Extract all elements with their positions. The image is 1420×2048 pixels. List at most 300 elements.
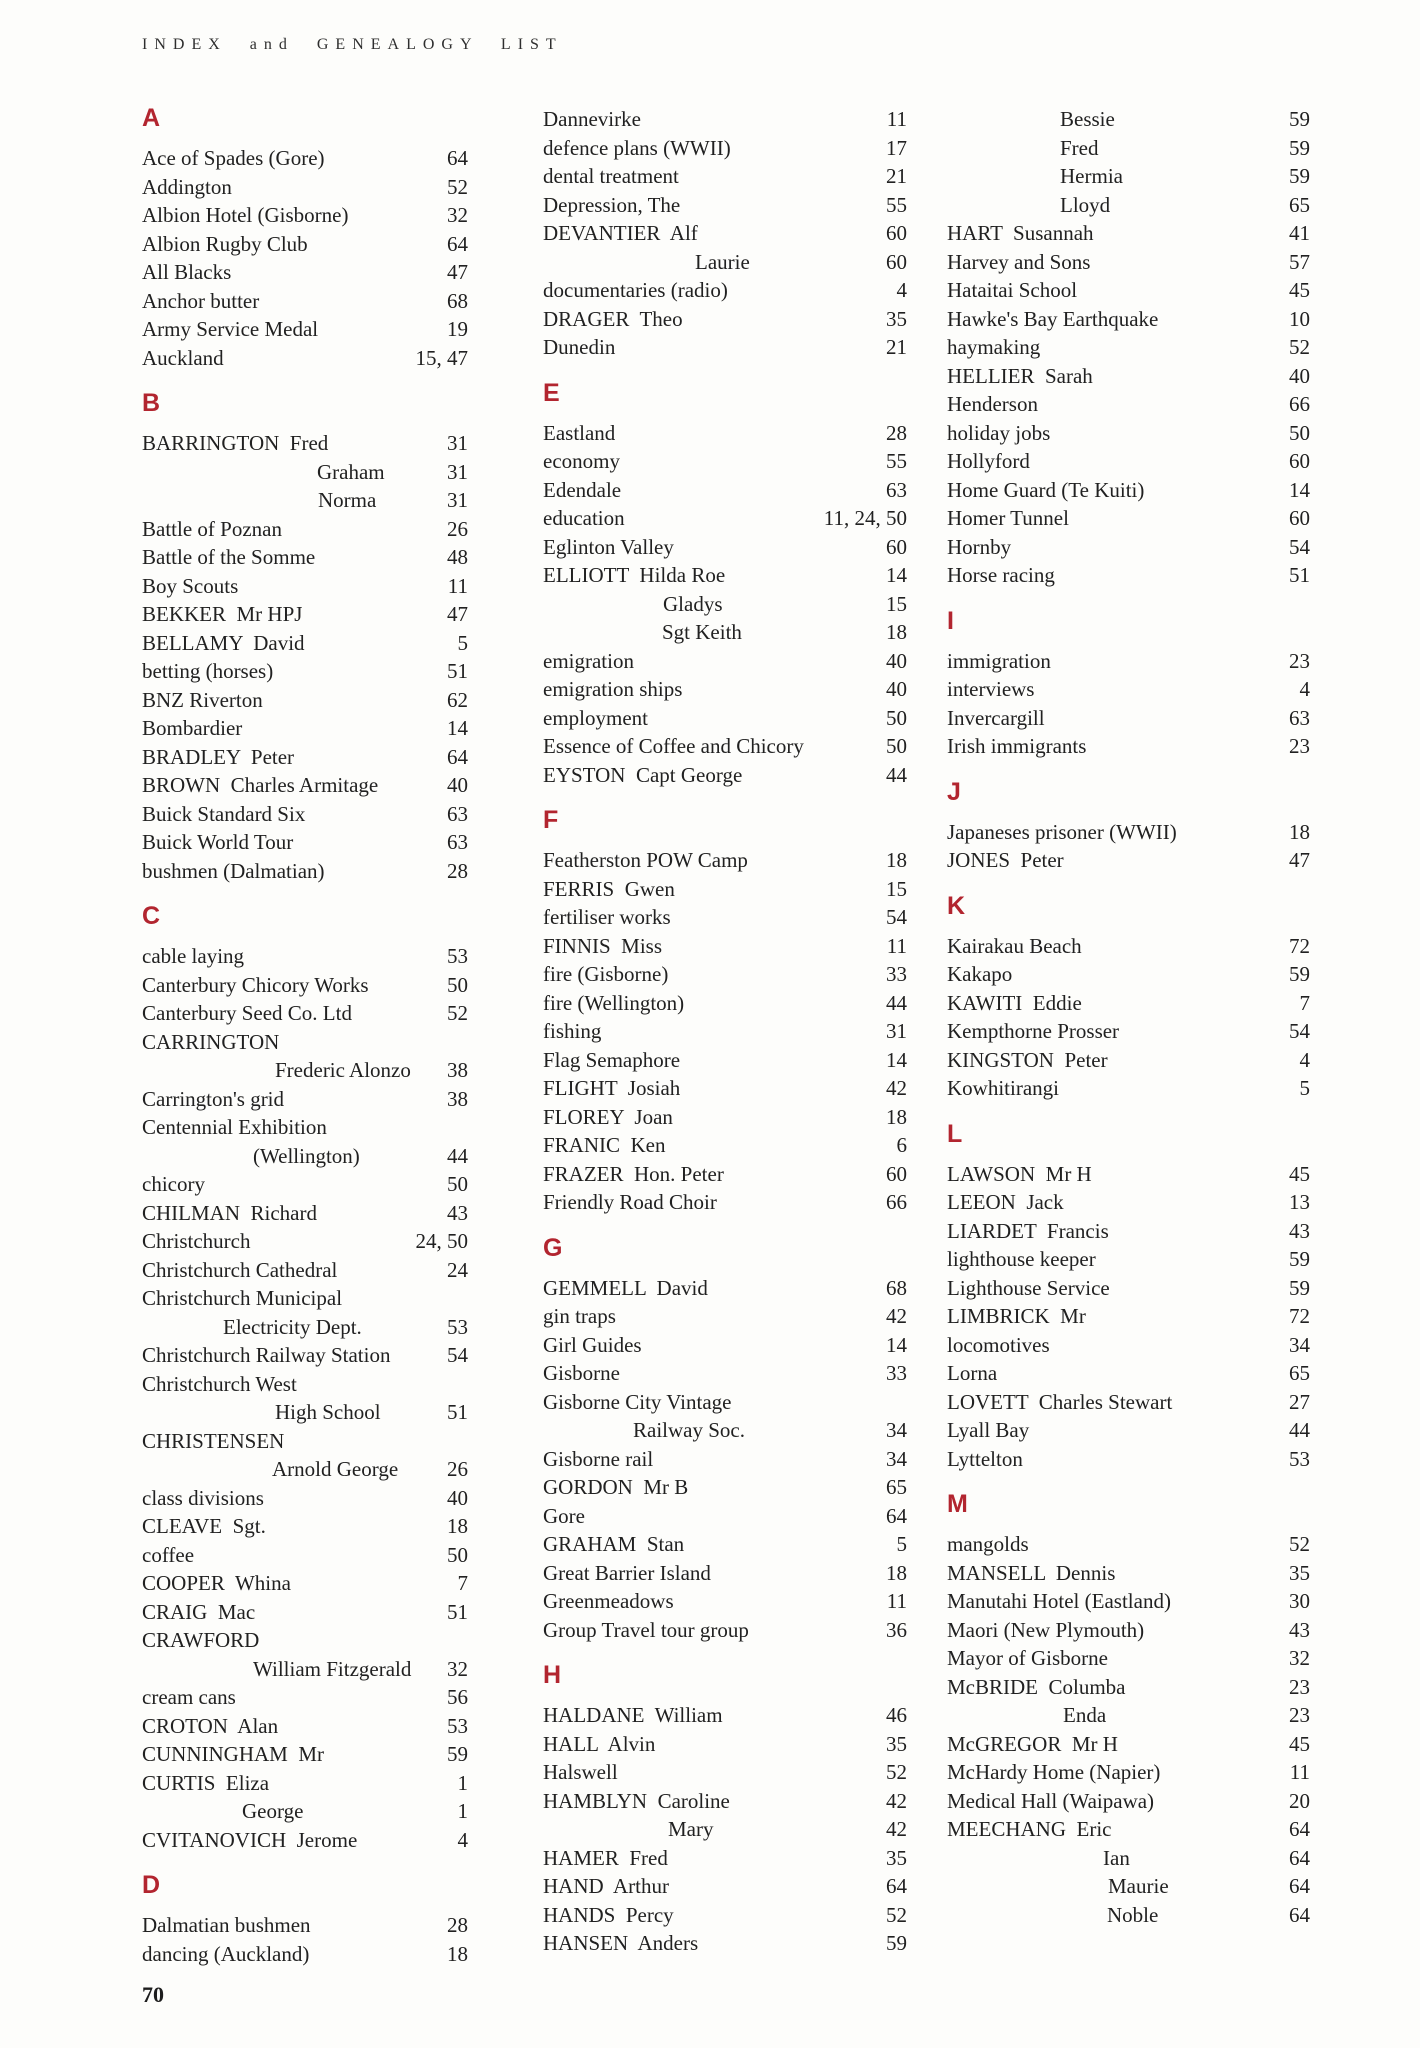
entry-page-numbers: 18 [886,1560,907,1585]
entry-page-numbers: 55 [886,449,907,473]
entry-text: GORDON Mr B [543,1475,689,1499]
entry-page-numbers: 28 [447,1913,468,1937]
entry-page-numbers [458,1427,468,1456]
entry-text: Sgt Keith [662,620,742,644]
index-entry-row [543,1416,907,1445]
entry-text: Hataitai School [947,278,1078,302]
entry-text: BROWN Charles Armitage [142,773,379,797]
section-letter-l: L [947,1119,963,1148]
entry-text: defence plans (WWII) [543,135,731,160]
index-entry-row [142,1712,468,1741]
entry-page-numbers: 64 [1289,1902,1310,1927]
entry-page-numbers: 15, 47 [415,345,468,370]
index-entry-row [947,1616,1310,1645]
entry-text: JONES Peter [947,848,1064,872]
index-entry-row [142,515,468,544]
entry-text: Great Barrier Island [543,1560,711,1585]
entry-page-numbers: 60 [886,534,907,559]
index-entry-row [947,1901,1310,1930]
entry-page-numbers: 11 [886,933,907,958]
index-entry-row [947,1160,1310,1189]
entry-page-numbers: 18 [1289,819,1310,844]
section-letter-e: E [543,378,560,407]
entry-text: fire (Wellington) [543,990,685,1015]
index-entry-row [543,1787,907,1816]
entry-page-numbers [458,1028,468,1057]
index-entry-row [543,1587,907,1616]
entry-page-numbers: 60 [1289,449,1310,473]
index-entry-row [543,1131,907,1160]
entry-text: CUNNINGHAM Mr [142,1742,324,1766]
entry-page-numbers: 5 [457,630,468,655]
entry-text: LIMBRICK Mr [947,1304,1086,1328]
entry-page-numbers: 15 [886,876,907,901]
entry-page-numbers: 18 [447,1514,468,1538]
entry-page-numbers: 5 [1299,1076,1310,1100]
index-entry-row [543,1331,907,1360]
entry-text: Manutahi Hotel (Eastland) [947,1589,1171,1613]
entry-text: Buick Standard Six [142,801,306,826]
entry-text: Hollyford [947,449,1030,473]
entry-text: Medical Hall (Waipawa) [947,1788,1155,1813]
section-letter-b: B [142,389,161,417]
entry-page-numbers: 65 [1289,1361,1310,1385]
entry-text: Maori (New Plymouth) [947,1617,1145,1642]
index-entry-row [947,1559,1310,1588]
entry-page-numbers: 14 [886,1332,907,1357]
entry-text: Lorna [947,1361,998,1385]
entry-text: Edendale [543,477,622,502]
entry-text: Railway Soc. [633,1418,745,1442]
index-entry-row [543,618,907,647]
index-column-2 [543,105,907,1958]
entry-page-numbers: 50 [1289,420,1310,445]
index-entry-row [543,305,907,334]
entry-page-numbers: 42 [886,1817,907,1841]
entry-page-numbers: 38 [447,1058,468,1082]
index-entry-row [543,1530,907,1559]
index-entry-row [142,1826,468,1855]
entry-page-numbers: 21 [886,335,907,359]
index-entry-row [947,818,1310,847]
entry-text: FRAZER Hon. Peter [543,1161,724,1186]
entry-page-numbers: 52 [447,1001,468,1025]
index-entry-row [142,1256,468,1285]
entry-text: Canterbury Chicory Works [142,972,369,997]
entry-text: KINGSTON Peter [947,1047,1108,1072]
index-entry-row [142,1626,468,1655]
index-entry-row [142,1170,468,1199]
entry-page-numbers: 56 [447,1685,468,1709]
entry-page-numbers: 64 [886,1874,907,1898]
section-letter-a: A [142,104,161,132]
entry-page-numbers: 35 [886,1845,907,1870]
index-entry-row [543,1302,907,1331]
entry-text: Boy Scouts [142,573,239,598]
entry-page-numbers: 14 [447,716,468,740]
entry-page-numbers: 23 [1289,1703,1310,1727]
entry-page-numbers: 4 [1299,1047,1310,1072]
entry-text: William Fitzgerald [253,1656,412,1681]
entry-page-numbers: 44 [886,762,907,787]
index-entry-row [543,1758,907,1787]
entry-page-numbers: 44 [1289,1418,1310,1442]
index-entry-row [947,1046,1310,1075]
index-entry-row [142,629,468,658]
entry-text: Frederic Alonzo [275,1058,411,1082]
entry-text: GEMMELL David [543,1275,708,1300]
index-entry-row [947,1872,1310,1901]
index-entry-row [543,1929,907,1958]
index-entry-row [543,1274,907,1303]
section-letter-d: D [142,1871,161,1899]
entry-text: gin traps [543,1304,616,1328]
index-entry-row [142,1797,468,1826]
entry-page-numbers: 31 [447,459,468,484]
entry-page-numbers: 13 [1289,1190,1310,1214]
entry-text: fishing [543,1019,602,1043]
entry-page-numbers: 31 [447,431,468,455]
entry-text: Addington [142,174,232,199]
entry-text: Enda [1063,1703,1107,1727]
entry-page-numbers: 52 [447,174,468,199]
entry-page-numbers: 7 [457,1571,468,1595]
entry-text: CRAWFORD [142,1628,260,1652]
entry-page-numbers: 53 [447,944,468,968]
entry-text: Norma [318,488,377,512]
index-entry-row [142,1940,468,1969]
entry-page-numbers: 4 [896,278,907,302]
entry-text: Canterbury Seed Co. Ltd [142,1001,352,1025]
entry-text: Depression, The [543,192,681,217]
entry-page-numbers: 64 [447,744,468,769]
entry-text: Maurie [1108,1874,1169,1898]
index-entry-row [947,1017,1310,1046]
entry-page-numbers: 53 [447,1314,468,1339]
entry-page-numbers: 62 [447,687,468,712]
index-entry-row [947,647,1310,676]
index-entry-row [543,1872,907,1901]
entry-page-numbers: 50 [447,1542,468,1567]
entry-text: CLEAVE Sgt. [142,1514,266,1538]
index-entry-row [543,704,907,733]
entry-page-numbers: 59 [1289,164,1310,188]
index-entry-row [142,600,468,629]
entry-text: HANSEN Anders [543,1931,699,1955]
index-entry-row [543,1017,907,1046]
index-entry-row [947,704,1310,733]
index-entry-row [543,1103,907,1132]
entry-text: MEECHANG Eric [947,1817,1112,1841]
entry-text: Albion Rugby Club [142,231,308,256]
entry-text: Gladys [663,591,723,616]
entry-page-numbers: 7 [1299,990,1310,1015]
index-entry-row [543,1445,907,1474]
entry-text: Christchurch West [142,1371,297,1396]
index-entry-row [142,828,468,857]
entry-page-numbers: 19 [447,317,468,341]
entry-text: EYSTON Capt George [543,762,743,787]
index-entry-row [142,1142,468,1171]
index-entry-row [947,1274,1310,1303]
entry-page-numbers: 60 [886,249,907,274]
section-letter-c: C [142,902,161,930]
entry-text: immigration [947,648,1051,673]
index-entry-row [142,686,468,715]
entry-page-numbers: 36 [886,1617,907,1642]
index-entry-row [543,761,907,790]
entry-page-numbers: 42 [886,1076,907,1100]
entry-text: holiday jobs [947,420,1051,445]
entry-text: chicory [142,1172,205,1196]
entry-text: HANDS Percy [543,1902,674,1927]
index-entry-row [543,1559,907,1588]
entry-text: Bombardier [142,716,243,740]
entry-text: LOVETT Charles Stewart [947,1389,1173,1414]
entry-page-numbers: 54 [886,905,907,929]
entry-text: Flag Semaphore [543,1047,681,1072]
entry-page-numbers: 50 [447,972,468,997]
entry-page-numbers: 63 [447,801,468,826]
index-entry-row [142,1341,468,1370]
entry-text: Graham [317,459,385,484]
entry-page-numbers: 44 [886,990,907,1015]
index-entry-row [142,572,468,601]
entry-text: documentaries (radio) [543,278,728,302]
entry-text: HAND Arthur [543,1874,669,1898]
entry-text: education [543,506,625,530]
entry-page-numbers [458,1113,468,1142]
entry-text: Albion Hotel (Gisborne) [142,203,349,227]
entry-text: All Blacks [142,260,232,284]
entry-page-numbers: 35 [886,1731,907,1756]
index-entry-row [947,675,1310,704]
entry-text: DRAGER Theo [543,306,683,331]
entry-text: McBRIDE Columba [947,1674,1126,1699]
entry-page-numbers: 42 [886,1788,907,1813]
entry-page-numbers: 27 [1289,1389,1310,1414]
entry-text: ELLIOTT Hilda Roe [543,563,726,587]
index-entry-row [543,1359,907,1388]
index-entry-row [543,1901,907,1930]
entry-page-numbers: 6 [896,1133,907,1157]
entry-page-numbers: 4 [1299,677,1310,701]
entry-text: LEEON Jack [947,1190,1064,1214]
index-entry-row [543,1616,907,1645]
index-entry-row [947,1416,1310,1445]
index-entry-row [142,1398,468,1427]
entry-page-numbers: 54 [447,1343,468,1367]
entry-page-numbers: 26 [447,516,468,541]
index-entry-row [947,1245,1310,1274]
index-entry-row [543,533,907,562]
entry-text: BELLAMY David [142,630,305,655]
entry-page-numbers: 33 [886,1361,907,1385]
entry-page-numbers: 65 [1289,192,1310,217]
entry-text: FERRIS Gwen [543,876,675,901]
entry-page-numbers: 64 [1289,1817,1310,1841]
entry-text: Dunedin [543,335,616,359]
entry-page-numbers: 46 [886,1703,907,1727]
entry-text: High School [275,1400,381,1424]
index-entry-row [142,201,468,230]
index-entry-row [947,390,1310,419]
entry-text: Auckland [142,345,224,370]
entry-text: BEKKER Mr HPJ [142,602,303,626]
entry-text: Dannevirke [543,107,641,131]
section-letter-m: M [947,1490,968,1518]
entry-text: coffee [142,1542,195,1567]
entry-page-numbers: 11 [886,1589,907,1613]
page-title: INDEX and GENEALOGY LIST [142,36,563,53]
entry-text: Lloyd [1060,192,1111,217]
entry-text: Centennial Exhibition [142,1115,327,1139]
entry-page-numbers: 64 [447,231,468,256]
entry-text: cream cans [142,1685,236,1709]
index-entry-row [142,1512,468,1541]
entry-page-numbers: 11, 24, 50 [823,506,907,530]
index-entry-row [543,476,907,505]
entry-page-numbers: 59 [1289,1275,1310,1300]
entry-text: Gisborne City Vintage [543,1389,732,1414]
entry-page-numbers: 23 [1289,648,1310,673]
index-entry-row [947,105,1310,134]
index-entry-row [947,1188,1310,1217]
entry-text: Kakapo [947,962,1013,986]
entry-text: HART Susannah [947,221,1094,245]
index-entry-row [947,1217,1310,1246]
entry-page-numbers: 48 [447,545,468,569]
index-entry-row [142,714,468,743]
index-entry-row [142,429,468,458]
entry-text: BARRINGTON Fred [142,431,329,455]
entry-text: haymaking [947,335,1041,359]
entry-page-numbers: 5 [896,1532,907,1556]
index-entry-row [947,162,1310,191]
index-entry-row [947,248,1310,277]
entry-page-numbers: 50 [886,734,907,758]
index-entry-row [543,276,907,305]
index-entry-row [543,875,907,904]
entry-text: Mary [668,1817,714,1841]
entry-text: Gisborne rail [543,1446,654,1471]
entry-page-numbers: 23 [1289,1674,1310,1699]
index-entry-row [947,333,1310,362]
index-entry-row [142,287,468,316]
index-entry-row [142,1598,468,1627]
entry-text: mangolds [947,1532,1029,1556]
entry-text: GRAHAM Stan [543,1532,685,1556]
index-entry-row [142,1911,468,1940]
entry-page-numbers: 26 [447,1457,468,1481]
entry-text: bushmen (Dalmatian) [142,858,325,883]
entry-text: Carrington's grid [142,1086,285,1111]
entry-page-numbers [458,1370,468,1399]
entry-text: Mayor of Gisborne [947,1646,1108,1670]
entry-page-numbers: 30 [1289,1589,1310,1613]
entry-page-numbers: 40 [1289,363,1310,388]
entry-text: CHILMAN Richard [142,1200,317,1225]
entry-page-numbers: 15 [886,591,907,616]
index-entry-row [947,504,1310,533]
index-entry-row [142,1370,468,1399]
entry-page-numbers: 24 [447,1257,468,1282]
entry-text: Arnold George [272,1457,399,1481]
index-entry-row [142,543,468,572]
index-entry-row [947,932,1310,961]
entry-text: Kempthorne Prosser [947,1019,1120,1043]
entry-page-numbers: 59 [886,1931,907,1955]
entry-page-numbers: 50 [886,705,907,730]
entry-page-numbers: 60 [886,1161,907,1186]
entry-text: LAWSON Mr H [947,1161,1092,1186]
index-entry-row [142,1056,468,1085]
entry-text: Ace of Spades (Gore) [142,146,325,170]
index-entry-row [543,1815,907,1844]
entry-page-numbers: 14 [886,1047,907,1072]
index-entry-row [543,248,907,277]
entry-page-numbers: 68 [886,1275,907,1300]
entry-text: Eglinton Valley [543,534,674,559]
entry-text: Lighthouse Service [947,1275,1110,1300]
entry-text: dental treatment [543,164,679,188]
index-entry-row [142,1569,468,1598]
entry-page-numbers: 40 [886,677,907,701]
entry-page-numbers: 34 [1289,1332,1310,1357]
entry-text: Dalmatian bushmen [142,1913,311,1937]
entry-page-numbers: 28 [447,858,468,883]
entry-page-numbers: 64 [1289,1845,1310,1870]
entry-page-numbers: 35 [1289,1560,1310,1585]
entry-page-numbers: 51 [1289,563,1310,587]
entry-text: DEVANTIER Alf [543,221,698,245]
index-entry-row [947,1587,1310,1616]
entry-text: FINNIS Miss [543,933,663,958]
index-entry-row [142,258,468,287]
index-entry-row [543,162,907,191]
index-entry-row [947,1758,1310,1787]
index-entry-row [947,1730,1310,1759]
entry-page-numbers: 31 [886,1019,907,1043]
entry-page-numbers: 52 [886,1760,907,1784]
entry-page-numbers: 43 [1289,1218,1310,1243]
entry-page-numbers: 23 [1289,734,1310,758]
entry-text: Henderson [947,392,1038,416]
entry-text: Electricity Dept. [223,1314,362,1339]
entry-page-numbers: 4 [457,1827,468,1852]
entry-text: Battle of the Somme [142,545,316,569]
entry-text: McGREGOR Mr H [947,1731,1118,1756]
entry-text: CHRISTENSEN [142,1428,285,1453]
entry-page-numbers: 11 [1289,1760,1310,1784]
index-entry-row [142,1655,468,1684]
index-entry-row [543,504,907,533]
index-entry-row [947,134,1310,163]
index-entry-row [947,846,1310,875]
entry-page-numbers: 18 [447,1941,468,1966]
index-entry-row [543,1473,907,1502]
entry-text: CRAIG Mac [142,1599,256,1624]
entry-page-numbers: 59 [1289,1247,1310,1271]
entry-text: Halswell [543,1760,618,1784]
entry-text: (Wellington) [253,1143,360,1168]
entry-text: Invercargill [947,705,1045,730]
entry-text: Fred [1060,135,1099,160]
index-entry-row [947,732,1310,761]
entry-page-numbers: 45 [1289,1731,1310,1756]
entry-text: Horse racing [947,563,1055,587]
index-entry-row [947,1530,1310,1559]
